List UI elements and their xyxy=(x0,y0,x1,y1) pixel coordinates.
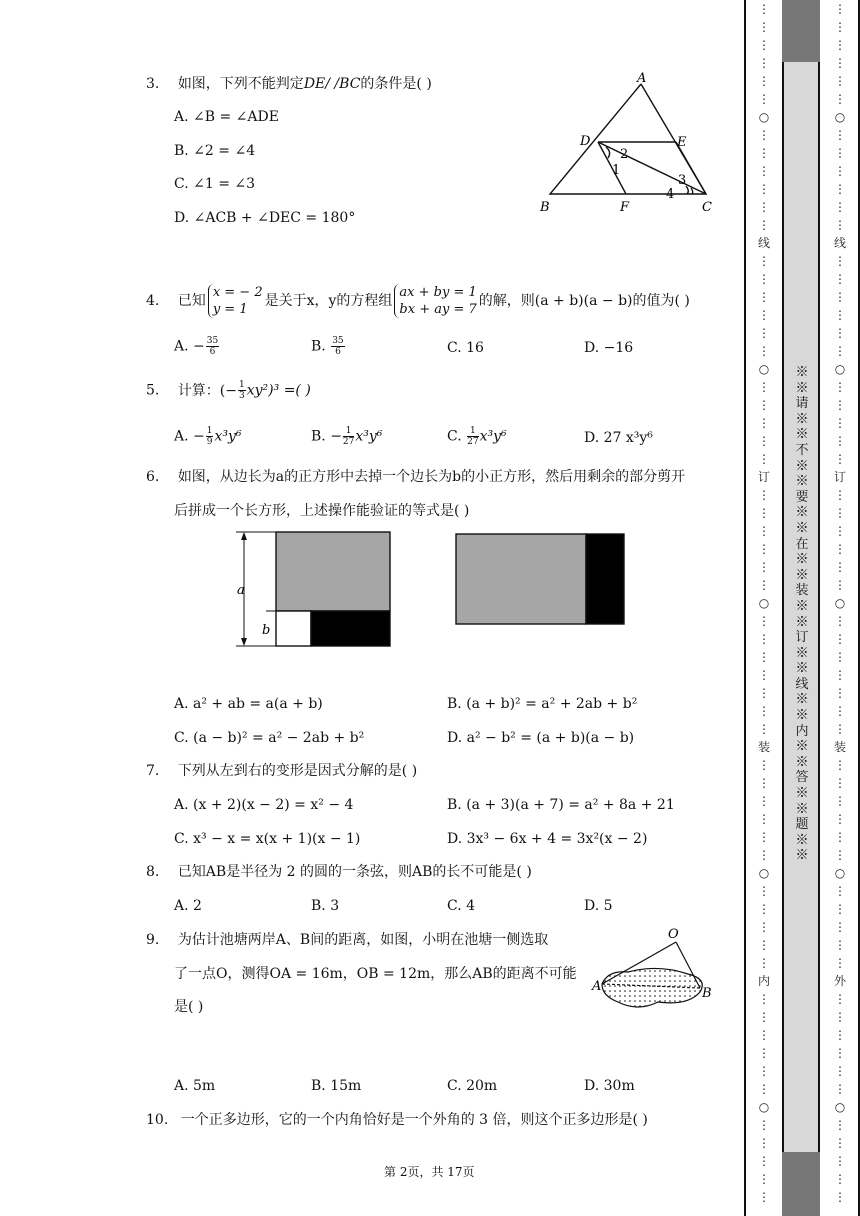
q4-sys1-line2: y = 1 xyxy=(212,302,248,317)
q3-option-c: C. ∠1 = ∠3 xyxy=(174,176,256,192)
binding-dots: ⋮ xyxy=(758,884,770,898)
binding-dots: ⋮ xyxy=(834,452,846,466)
binding-dots: ⋮ xyxy=(758,668,770,682)
binding-label: 内 xyxy=(757,974,770,988)
binding-dots: ⋮ xyxy=(834,650,846,664)
binding-dots: ⋮ xyxy=(834,1118,846,1132)
label-E: E xyxy=(677,135,687,150)
binding-dots: ⋮ xyxy=(758,1190,770,1204)
binding-dots: ⋮ xyxy=(758,290,770,304)
q5-pre: 计算：(− xyxy=(177,382,238,399)
binding-dots: ⋮ xyxy=(834,1010,846,1024)
binding-dots: ⋮ xyxy=(758,380,770,394)
binding-dots: ⋮ xyxy=(834,722,846,736)
question-number: 10. xyxy=(146,1112,169,1128)
binding-label: 装 xyxy=(833,740,846,754)
binding-dots: ⋮ xyxy=(834,668,846,682)
binding-circle: ○ xyxy=(834,362,846,376)
binding-dots: ⋮ xyxy=(834,794,846,808)
notice-band-bottom xyxy=(782,1152,820,1216)
binding-dots: ⋮ xyxy=(834,686,846,700)
binding-dots: ⋮ xyxy=(758,74,770,88)
q4-a-fraction xyxy=(206,336,219,357)
q9-line3: 是( ) xyxy=(174,999,204,1015)
binding-label: 订 xyxy=(757,470,770,484)
q9-option-a: A. 5m xyxy=(174,1078,216,1094)
q5-b-post: x³y⁶ xyxy=(355,428,383,445)
binding-dots: ⋮ xyxy=(758,1028,770,1042)
binding-dots: ⋮ xyxy=(758,1082,770,1096)
q4-a-pre: A. − xyxy=(174,338,205,355)
page-footer: 第 2页，共 17页 xyxy=(384,1165,475,1179)
binding-dots: ⋮ xyxy=(758,398,770,412)
q5-option-d: D. 27 x³y⁶ xyxy=(584,430,653,446)
question-number: 3. xyxy=(146,76,160,92)
binding-dots: ⋮ xyxy=(834,290,846,304)
q8-option-a: A. 2 xyxy=(174,898,202,914)
binding-dots: ⋮ xyxy=(758,632,770,646)
q4-sys2-line1: ax + by = 1 xyxy=(399,285,477,300)
q6-option-d: D. a² − b² = (a + b)(a − b) xyxy=(447,730,635,746)
binding-dots: ⋮ xyxy=(834,218,846,232)
binding-dots: ⋮ xyxy=(758,128,770,142)
q5-a-post: x³y⁶ xyxy=(214,428,242,445)
question-10 xyxy=(146,1110,648,1130)
binding-dots: ⋮ xyxy=(834,830,846,844)
binding-dots: ⋮ xyxy=(834,380,846,394)
binding-dots: ⋮ xyxy=(758,416,770,430)
q5-c-num: 1 xyxy=(467,426,478,437)
binding-dots: ⋮ xyxy=(834,308,846,322)
label-pond-A: A xyxy=(592,979,602,994)
label-A: A xyxy=(637,72,647,86)
q3-option-a: A. ∠B = ∠ADE xyxy=(174,109,279,125)
binding-dots: ⋮ xyxy=(758,344,770,358)
label-F: F xyxy=(620,200,630,215)
binding-dots: ⋮ xyxy=(758,650,770,664)
binding-dots: ⋮ xyxy=(834,902,846,916)
binding-dots: ⋮ xyxy=(834,164,846,178)
binding-dots: ⋮ xyxy=(758,614,770,628)
q5-option-b xyxy=(311,426,382,447)
q5-a-pre: A. − xyxy=(174,428,205,445)
binding-dots: ⋮ xyxy=(834,704,846,718)
binding-dots: ⋮ xyxy=(834,1172,846,1186)
binding-dots: ⋮ xyxy=(758,326,770,340)
binding-dots: ⋮ xyxy=(834,542,846,556)
binding-dots: ⋮ xyxy=(758,524,770,538)
question-5 xyxy=(146,380,311,401)
binding-dots: ⋮ xyxy=(758,488,770,502)
q9-option-c: C. 20m xyxy=(447,1078,498,1094)
question-math: DE/ /BC xyxy=(303,76,361,92)
binding-dots: ⋮ xyxy=(834,182,846,196)
binding-label: 外 xyxy=(833,974,846,988)
q4-a-den: 6 xyxy=(209,347,216,357)
binding-dots: ⋮ xyxy=(834,128,846,142)
q4-b-num: 35 xyxy=(332,336,344,346)
binding-dots: ⋮ xyxy=(758,578,770,592)
q6-line2: 后拼成一个长方形，上述操作能验证的等式是( ) xyxy=(174,503,470,519)
binding-circle: ○ xyxy=(834,596,846,610)
q5-den: 3 xyxy=(239,391,245,401)
binding-dots: ⋮ xyxy=(834,326,846,340)
q3-option-d: D. ∠ACB + ∠DEC = 180° xyxy=(174,210,356,226)
binding-circle: ○ xyxy=(758,362,770,376)
question-9 xyxy=(146,930,548,950)
binding-label: 订 xyxy=(833,470,846,484)
q7-option-d: D. 3x³ − 6x + 4 = 3x²(x − 2) xyxy=(447,831,648,847)
binding-dots: ⋮ xyxy=(834,938,846,952)
q4-sys1-line1: x = − 2 xyxy=(212,285,263,300)
label-B: B xyxy=(540,200,550,215)
binding-dots: ⋮ xyxy=(758,452,770,466)
binding-label: 线 xyxy=(757,236,770,250)
q5-b-den: 27 xyxy=(342,437,355,447)
binding-dots: ⋮ xyxy=(834,344,846,358)
binding-dots: ⋮ xyxy=(834,578,846,592)
question-number: 7. xyxy=(146,763,160,779)
binding-dots: ⋮ xyxy=(758,992,770,1006)
question-number: 6. xyxy=(146,469,160,485)
q6-option-a: A. a² + ab = a(a + b) xyxy=(174,696,323,712)
binding-dots: ⋮ xyxy=(758,794,770,808)
binding-circle: ○ xyxy=(834,110,846,124)
binding-dots: ⋮ xyxy=(758,254,770,268)
binding-dots: ⋮ xyxy=(834,920,846,934)
question-4 xyxy=(146,284,690,318)
label-pond-B: B xyxy=(702,986,712,1001)
binding-dots: ⋮ xyxy=(834,488,846,502)
binding-dots: ⋮ xyxy=(758,1172,770,1186)
q5-c-den: 27 xyxy=(467,437,479,447)
q9-option-d: D. 30m xyxy=(584,1078,635,1094)
binding-dots: ⋮ xyxy=(758,1136,770,1150)
q10-stem: 一个正多边形，它的一个内角恰好是一个外角的 3 倍，则这个正多边形是( ) xyxy=(180,1112,648,1128)
binding-circle: ○ xyxy=(758,1100,770,1114)
binding-dots: ⋮ xyxy=(834,812,846,826)
binding-label: 装 xyxy=(757,740,770,754)
q4-option-a xyxy=(174,336,220,357)
q5-post: xy²)³ =( ) xyxy=(246,382,311,399)
binding-dots: ⋮ xyxy=(758,200,770,214)
q5-c-pre: C. xyxy=(447,428,462,445)
binding-dots: ⋮ xyxy=(758,92,770,106)
binding-dots: ⋮ xyxy=(758,272,770,286)
binding-dots: ⋮ xyxy=(834,848,846,862)
binding-circle: ○ xyxy=(834,866,846,880)
q6-option-c: C. (a − b)² = a² − 2ab + b² xyxy=(174,730,365,746)
q7-option-a: A. (x + 2)(x − 2) = x² − 4 xyxy=(174,797,354,813)
binding-circle: ○ xyxy=(758,596,770,610)
binding-dots: ⋮ xyxy=(834,56,846,70)
notice-band-top xyxy=(782,0,820,62)
q5-b-num: 1 xyxy=(343,426,354,437)
binding-dots: ⋮ xyxy=(834,632,846,646)
q9-option-b: B. 15m xyxy=(311,1078,362,1094)
q5-a-frac xyxy=(206,426,214,447)
binding-dots: ⋮ xyxy=(758,1118,770,1132)
binding-dots: ⋮ xyxy=(834,38,846,52)
q5-b-frac xyxy=(343,426,354,447)
q4-option-d: D. −16 xyxy=(584,340,634,356)
q5-option-c xyxy=(447,426,507,447)
binding-dots: ⋮ xyxy=(834,416,846,430)
q5-a-num: 1 xyxy=(206,426,213,436)
q4-option-c: C. 16 xyxy=(447,340,484,356)
binding-circle: ○ xyxy=(758,110,770,124)
q8-option-b: B. 3 xyxy=(311,898,340,914)
binding-dots: ⋮ xyxy=(758,686,770,700)
q4-b-den: 6 xyxy=(335,347,341,357)
binding-dots: ⋮ xyxy=(834,272,846,286)
q4-system-1 xyxy=(208,284,263,318)
binding-dots: ⋮ xyxy=(834,884,846,898)
binding-dots: ⋮ xyxy=(834,992,846,1006)
q9-line2: 了一点O，测得OA = 16m，OB = 12m，那么AB的距离不可能 xyxy=(174,966,577,982)
q9-line1: 为估计池塘两岸A、B间的距离，如图，小明在池塘一侧选取 xyxy=(177,932,549,948)
binding-dots: ⋮ xyxy=(758,1010,770,1024)
q4-a-num: 35 xyxy=(206,336,219,346)
q6-option-b: B. (a + b)² = a² + 2ab + b² xyxy=(447,696,638,712)
binding-circle: ○ xyxy=(834,1100,846,1114)
binding-dots: ⋮ xyxy=(758,38,770,52)
q4-option-b xyxy=(311,336,346,357)
question-number: 8. xyxy=(146,864,160,880)
binding-dots: ⋮ xyxy=(758,20,770,34)
q7-option-b: B. (a + 3)(a + 7) = a² + 8a + 21 xyxy=(447,797,675,813)
binding-dots: ⋮ xyxy=(758,1064,770,1078)
binding-dots: ⋮ xyxy=(834,200,846,214)
q5-c-frac xyxy=(467,426,478,447)
binding-label: 线 xyxy=(833,236,846,250)
q8-option-d: D. 5 xyxy=(584,898,613,914)
binding-dots: ⋮ xyxy=(758,704,770,718)
binding-dots: ⋮ xyxy=(758,812,770,826)
binding-dots: ⋮ xyxy=(758,164,770,178)
binding-dots: ⋮ xyxy=(758,722,770,736)
binding-dots: ⋮ xyxy=(834,74,846,88)
binding-dots: ⋮ xyxy=(834,1136,846,1150)
binding-dots: ⋮ xyxy=(758,146,770,160)
q8-stem: 已知AB是半径为 2 的圆的一条弦，则AB的长不可能是( ) xyxy=(177,864,532,880)
binding-dots: ⋮ xyxy=(758,506,770,520)
binding-dots: ⋮ xyxy=(834,146,846,160)
label-2: 2 xyxy=(620,147,629,162)
q8-option-c: C. 4 xyxy=(447,898,476,914)
binding-dots: ⋮ xyxy=(758,308,770,322)
q3-option-b: B. ∠2 = ∠4 xyxy=(174,143,256,159)
q4-sys2-line2: bx + ay = 7 xyxy=(399,302,477,317)
q7-stem: 下列从左到右的变形是因式分解的是( ) xyxy=(177,763,418,779)
binding-dots: ⋮ xyxy=(758,938,770,952)
label-a: a xyxy=(237,583,245,598)
binding-dots: ⋮ xyxy=(834,92,846,106)
q5-a-den: 9 xyxy=(206,437,213,447)
binding-dots: ⋮ xyxy=(834,560,846,574)
q4-mid: 是关于x，y的方程组 xyxy=(264,293,393,309)
question-number: 5. xyxy=(146,382,160,399)
label-C: C xyxy=(702,200,712,215)
q5-b-pre: B. − xyxy=(311,428,342,445)
binding-dots: ⋮ xyxy=(834,1154,846,1168)
binding-dots: ⋮ xyxy=(834,506,846,520)
label-b: b xyxy=(262,623,271,638)
q6-line1: 如图，从边长为a的正方形中去掉一个边长为b的小正方形，然后用剩余的部分剪开 xyxy=(177,469,686,485)
q4-b-fraction xyxy=(331,336,344,357)
q4-system-2 xyxy=(394,284,476,318)
binding-dots: ⋮ xyxy=(758,1154,770,1168)
label-D: D xyxy=(580,134,591,149)
q5-num: 1 xyxy=(239,380,245,390)
binding-dots: ⋮ xyxy=(834,1064,846,1078)
label-O: O xyxy=(668,927,679,942)
binding-dots: ⋮ xyxy=(758,434,770,448)
binding-dots: ⋮ xyxy=(758,542,770,556)
binding-notice: ※※请※※不※※要※※在※※装※※订※※线※※内※※答※※题※※ xyxy=(795,365,809,864)
label-1: 1 xyxy=(612,163,621,178)
q5-fraction xyxy=(238,380,246,401)
q4-post: 的解，则(a + b)(a − b)的值为( ) xyxy=(478,293,690,309)
q7-option-c: C. x³ − x = x(x + 1)(x − 1) xyxy=(174,831,361,847)
inner-dotted-column xyxy=(746,0,782,1216)
binding-dots: ⋮ xyxy=(834,524,846,538)
label-3: 3 xyxy=(678,173,687,188)
q5-option-a xyxy=(174,426,242,447)
question-stem: 如图，下列不能判定 xyxy=(177,76,304,92)
binding-dots: ⋮ xyxy=(758,2,770,16)
question-6 xyxy=(146,467,685,487)
binding-dots: ⋮ xyxy=(758,560,770,574)
label-4: 4 xyxy=(666,187,675,202)
binding-dots: ⋮ xyxy=(758,920,770,934)
outer-dotted-column xyxy=(822,0,858,1216)
q5-c-post: x³y⁶ xyxy=(479,428,507,445)
binding-dots: ⋮ xyxy=(758,56,770,70)
binding-dots: ⋮ xyxy=(758,902,770,916)
binding-dots: ⋮ xyxy=(834,20,846,34)
binding-dots: ⋮ xyxy=(834,776,846,790)
binding-dots: ⋮ xyxy=(834,1190,846,1204)
binding-dots: ⋮ xyxy=(834,614,846,628)
q4-pre: 已知 xyxy=(177,293,206,309)
question-number: 4. xyxy=(146,293,160,309)
binding-dots: ⋮ xyxy=(758,1046,770,1060)
question-3 xyxy=(146,74,432,94)
binding-dots: ⋮ xyxy=(834,398,846,412)
binding-dots: ⋮ xyxy=(834,2,846,16)
binding-dots: ⋮ xyxy=(834,956,846,970)
binding-dots: ⋮ xyxy=(758,956,770,970)
question-8 xyxy=(146,862,532,882)
q3-triangle-figure xyxy=(536,72,726,222)
binding-circle: ○ xyxy=(758,866,770,880)
question-number: 9. xyxy=(146,932,160,948)
binding-dots: ⋮ xyxy=(758,830,770,844)
binding-dots: ⋮ xyxy=(758,758,770,772)
q4-b-pre: B. xyxy=(311,338,326,355)
binding-dots: ⋮ xyxy=(834,1028,846,1042)
q6-square-figure xyxy=(226,524,646,654)
question-7 xyxy=(146,761,417,781)
binding-dots: ⋮ xyxy=(758,848,770,862)
binding-dots: ⋮ xyxy=(834,1082,846,1096)
question-stem-end: 的条件是( ) xyxy=(360,76,432,92)
binding-dots: ⋮ xyxy=(758,776,770,790)
binding-dots: ⋮ xyxy=(834,254,846,268)
binding-dots: ⋮ xyxy=(834,758,846,772)
binding-dots: ⋮ xyxy=(834,434,846,448)
binding-dots: ⋮ xyxy=(758,218,770,232)
binding-dots: ⋮ xyxy=(834,1046,846,1060)
binding-dots: ⋮ xyxy=(758,182,770,196)
q9-pond-figure xyxy=(588,924,718,1019)
